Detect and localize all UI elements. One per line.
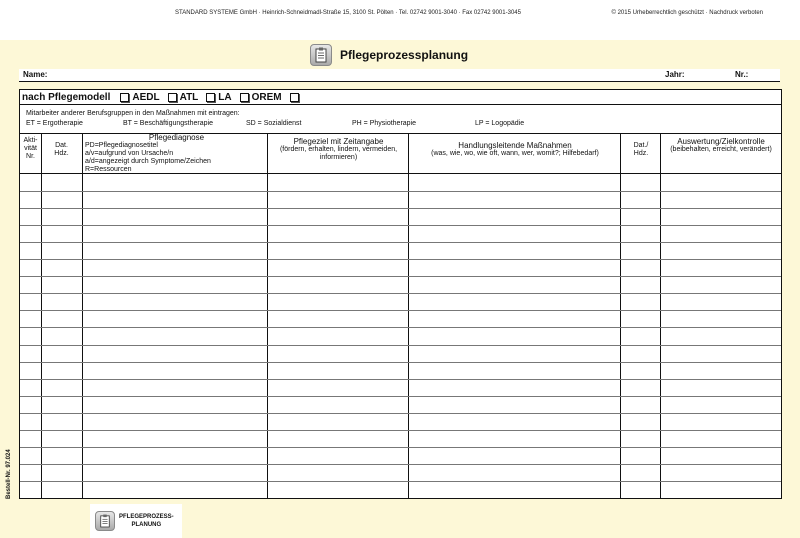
table-row-line: [20, 362, 781, 363]
year-field-label[interactable]: Jahr:: [665, 70, 685, 79]
checkbox-icon[interactable]: [290, 93, 299, 102]
table-row-line: [20, 464, 781, 465]
checkbox-icon[interactable]: [206, 93, 215, 102]
model-option-aedl[interactable]: AEDL: [120, 92, 159, 103]
clipboard-icon: [310, 44, 332, 66]
table-row-line: [20, 396, 781, 397]
col-header-measures: Handlungsleitende Maßnahmen (was, wie, wo, wie oft, wann, wer, womit?; Hilfebedarf): [409, 134, 621, 174]
column-divider: [620, 134, 621, 498]
table-row-line: [20, 242, 781, 243]
page-title: Pflegeprozessplanung: [340, 48, 469, 62]
tab-label: PFLEGEPROZESS- PLANUNG: [119, 514, 174, 528]
abbr-et: ET = Ergotherapie: [26, 120, 83, 127]
clipboard-icon: [95, 511, 115, 531]
table-row-line: [20, 191, 781, 192]
col-header-date-signature-2: Dat./ Hdz.: [621, 134, 661, 174]
column-divider: [82, 134, 83, 498]
info-line: Mitarbeiter anderer Berufsgruppen in den Maßnahmen mit eintragen:: [26, 110, 240, 117]
table-row-line: [20, 430, 781, 431]
col-header-activity: Akti- vität Nr.: [20, 134, 41, 174]
column-divider: [408, 134, 409, 498]
other-professions-info: [20, 106, 781, 134]
care-model-row: [20, 90, 781, 105]
column-divider: [41, 134, 42, 498]
table-row-line: [20, 345, 781, 346]
order-number: Bestell-Nr. 97.024: [6, 449, 12, 499]
table-row-line: [20, 413, 781, 414]
copyright-note: © 2015 Urheberrechtlich geschützt · Nachdruck verboten: [611, 10, 763, 16]
bottom-index-tab: [90, 504, 182, 538]
abbr-sd: SD = Sozialdienst: [246, 120, 302, 127]
table-row-line: [20, 259, 781, 260]
table-row-line: [20, 276, 781, 277]
model-option-la[interactable]: LA: [206, 92, 231, 103]
table-row-line: [20, 208, 781, 209]
col-header-diagnosis: Pflegediagnose PD=Pflegediagnosetitel a/v=aufgrund von Ursache/n a/d=angezeigt durch Symptome/Zeichen R=Ressourcen: [82, 134, 268, 174]
top-header-bar: [0, 0, 800, 40]
care-plan-sheet: [19, 89, 782, 499]
checkbox-icon[interactable]: [168, 93, 177, 102]
column-divider: [660, 134, 661, 498]
abbr-bt: BT = Beschäftigungstherapie: [123, 120, 213, 127]
abbr-lp: LP = Logopädie: [475, 120, 525, 127]
care-plan-table: [20, 134, 781, 498]
table-row-line: [20, 481, 781, 482]
model-option-other[interactable]: [290, 93, 302, 102]
care-model-label: nach Pflegemodell: [22, 91, 111, 103]
abbr-ph: PH = Physiotherapie: [352, 120, 417, 127]
checkbox-icon[interactable]: [240, 93, 249, 102]
col-header-evaluation: Auswertung/Zielkontrolle (beibehalten, erreicht, verändert): [661, 134, 781, 174]
table-row-line: [20, 225, 781, 226]
form-title-block: [310, 42, 468, 68]
table-row-line: [20, 327, 781, 328]
company-info: STANDARD SYSTEME GmbH · Heinrich-Schneidmadl-Straße 15, 3100 St. Pölten · Tel. 02742 9001-3040 · Fax 02742 9001-3045: [175, 10, 521, 16]
table-row-line: [20, 310, 781, 311]
name-row: [19, 69, 780, 82]
checkbox-icon[interactable]: [120, 93, 129, 102]
column-divider: [267, 134, 268, 498]
model-option-atl[interactable]: ATL: [168, 92, 199, 103]
name-field-label[interactable]: Name:: [23, 70, 48, 79]
table-row-line: [20, 447, 781, 448]
model-option-orem[interactable]: OREM: [240, 92, 282, 103]
col-header-care-goal: Pflegeziel mit Zeitangabe (fördern, erhalten, lindern, vermeiden, informieren): [268, 134, 409, 174]
number-field-label[interactable]: Nr.:: [735, 70, 749, 79]
table-row-line: [20, 379, 781, 380]
table-row-line: [20, 293, 781, 294]
col-header-date-signature: Dat. Hdz.: [41, 134, 82, 174]
